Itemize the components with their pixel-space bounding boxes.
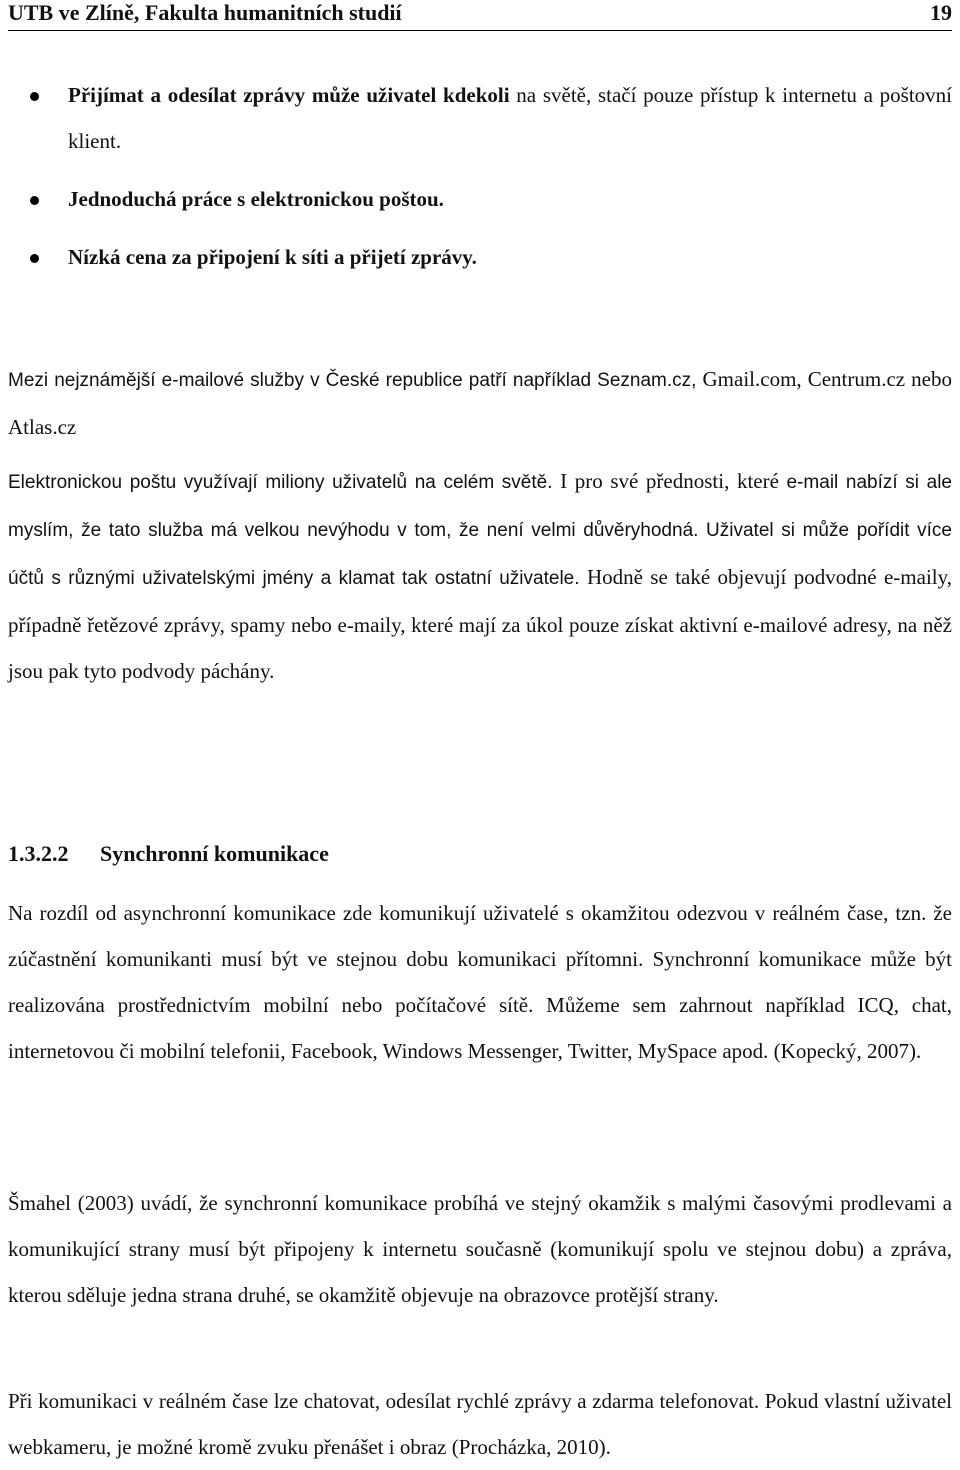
paragraph-text: Elektronickou poštu využívají miliony uživatelů na celém světě. <box>8 472 561 493</box>
list-item-bold: Nízká cena za připojení k síti a přijetí zprávy. <box>68 245 477 269</box>
section-heading <box>8 834 329 874</box>
paragraph-text: I pro své přednosti, které <box>560 469 787 493</box>
paragraph-text: Mezi nejznámější e-mailové služby v České republice patří například Seznam.cz, <box>8 370 703 391</box>
paragraph-text: Gmail.com, Centrum.cz nebo Atlas.cz <box>8 367 952 439</box>
list-item <box>8 176 952 222</box>
section-number: 1.3.2.2 <box>8 841 69 866</box>
paragraph-text: Hodně se také objevují podvodné e-maily, případně řetězové zprávy, spamy nebo e-maily, které mají za úkol pouze získat aktivní e-mailové adresy, na něž jsou pak tyto podvody páchány. <box>8 565 953 683</box>
bullet-icon <box>30 196 39 205</box>
section-title: Synchronní komunikace <box>100 841 329 866</box>
header-title: UTB ve Zlíně, Fakulta humanitních studií <box>8 0 402 25</box>
page-header <box>8 0 952 31</box>
bullet-icon <box>30 254 39 263</box>
page-number: 19 <box>930 0 952 25</box>
paragraph-smahel: Šmahel (2003) uvádí, že synchronní komunikace probíhá ve stejný okamžik s malými časovými prodlevami a komunikující strany musí být připojeny k internetu současně (komunikují spolu ve stejnou dobu) a zpráva, kterou sděluje jedna strana druhé, se okamžitě objevuje na obrazovce protější strany. <box>8 1191 952 1307</box>
list-item <box>8 234 952 280</box>
paragraph-email-services <box>8 356 952 450</box>
page-content <box>8 72 953 1459</box>
paragraph-email-drawbacks <box>8 458 952 694</box>
paragraph-synchronous-definition: Na rozdíl od asynchronní komunikace zde komunikují uživatelé s okamžitou odezvou v reálném čase, tzn. že zúčastnění komunikanti musí být ve stejnou dobu komunikaci přítomni. Synchronní komunikace může být realizována prostřednictvím mobilní nebo počítačové sítě. Můžeme sem zahrnout například ICQ, chat, internetovou či mobilní telefonii, Facebook, Windows Messenger, Twitter, MySpace apod. (Kopecký, 2007). <box>8 901 952 1063</box>
list-item-bold: Jednoduchá práce s elektronickou poštou. <box>68 187 444 211</box>
list-item-text: na světě, stačí pouze přístup k internetu a poštovní klient. <box>68 83 952 153</box>
advantages-list <box>8 72 952 280</box>
bullet-icon <box>30 92 39 101</box>
list-item-bold: Přijímat a odesílat zprávy může uživatel kdekoli <box>68 83 510 107</box>
paragraph-realtime: Při komunikaci v reálném čase lze chatovat, odesílat rychlé zprávy a zdarma telefonovat. Pokud vlastní uživatel webkameru, je možné kromě zvuku přenášet i obraz (Procházka, 2010). <box>8 1389 952 1459</box>
paragraph-text: e-mail nabízí si ale myslím, že tato služba má velkou nevýhodu v tom, že není velmi důvěryhodná. Uživatel si může pořídit více účtů s různými uživatelskými jmény a klamat tak ostatní uživatele. <box>8 472 952 589</box>
list-item <box>8 72 952 164</box>
